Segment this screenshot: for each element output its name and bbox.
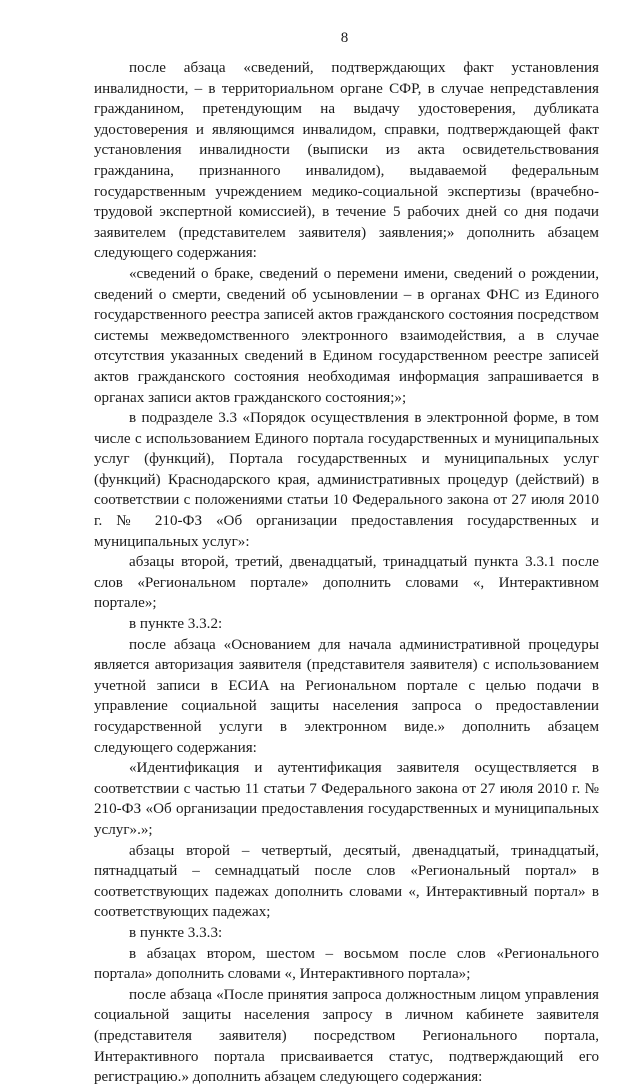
paragraph-11: после абзаца «После принятия запроса должностным лицом управления социальной защиты населения запросу в личном кабинете заявителя (представителя заявителя) посредством Регионального портала, Интерактивного портала присваивается статус, подтверждающий его регистрацию.» дополнить абзацем следующего содержания:	[94, 986, 599, 1086]
paragraph-7: «Идентификация и аутентификация заявителя осуществляется в соответствии с частью 11 статьи 7 Федерального закона от 27 июля 2010 г. № 210-ФЗ «Об организации предоставления государственных и муниципальных услуг».»;	[94, 760, 599, 838]
page-number: 8	[340, 30, 349, 46]
paragraph-9: в пункте 3.3.3:	[129, 924, 223, 941]
paragraph-3: в подразделе 3.3 «Порядок осуществления в электронной форме, в том числе с использованием Единого портала государственных и муниципальных услуг (функций), Портала государственных и муниципальных услуг (функций) Краснодарского края, административных процедур (действий) в соответствии с положениями статьи 10 Федерального закона от 27 июля 2010 г. № 210-ФЗ «Об организации предоставления государственных и муниципальных услуг»:	[94, 410, 599, 550]
paragraph-2: «сведений о браке, сведений о перемени имени, сведений о рождении, сведений о смерти, сведений об усыновлении – в органах ФНС из Единого государственного реестра записей актов гражданского состояния посредством системы межведомственного электронного взаимодействия, а в случае отсутствия указанных сведений в Едином государственном реестре записей актов гражданского состояния необходимая информация запрашивается в органах записи актов гражданского состояния;»;	[94, 265, 599, 406]
paragraph-6: после абзаца «Основанием для начала административной процедуры является авторизация заявителя (представителя заявителя) с использованием учетной записи в ЕСИА на Региональном портале с целью подачи в управление социальной защиты населения запроса о предоставлении государственной услуги в электронном виде.» дополнить абзацем следующего содержания:	[94, 636, 599, 756]
paragraph-10: в абзацах втором, шестом – восьмом после слов «Регионального портала» дополнить словами «, Интерактивного портала»;	[94, 945, 599, 983]
paragraph-8: абзацы второй – четвертый, десятый, двенадцатый, тринадцатый, пятнадцатый – семнадцатый после слов «Региональный портал» в соответствующих падежах дополнить словами «, Интерактивный портал» в соответствующих падежах;	[94, 842, 599, 921]
paragraph-4: абзацы второй, третий, двенадцатый, тринадцатый пункта 3.3.1 после слов «Региональном портале» дополнить словами «, Интерактивном портале»;	[94, 554, 599, 612]
paragraph-5: в пункте 3.3.2:	[129, 616, 223, 633]
paragraph-1: после абзаца «сведений, подтверждающих факт установления инвалидности, – в территориальном органе СФР, в случае непредставления гражданином, претендующим на выдачу удостоверения, дубликата удостоверения и являющимся инвалидом, справки, подтверждающей факт установления инвалидности (выписки из акта освидетельствования гражданина, признанного инвалидом), выдаваемой федеральным государственным учреждением медико-социальной экспертизы (врачебно-трудовой экспертной комиссией), в течение 5 рабочих дней со дня подачи заявителем (представителем заявителя) заявления;» дополнить абзацем следующего содержания:	[94, 60, 599, 262]
